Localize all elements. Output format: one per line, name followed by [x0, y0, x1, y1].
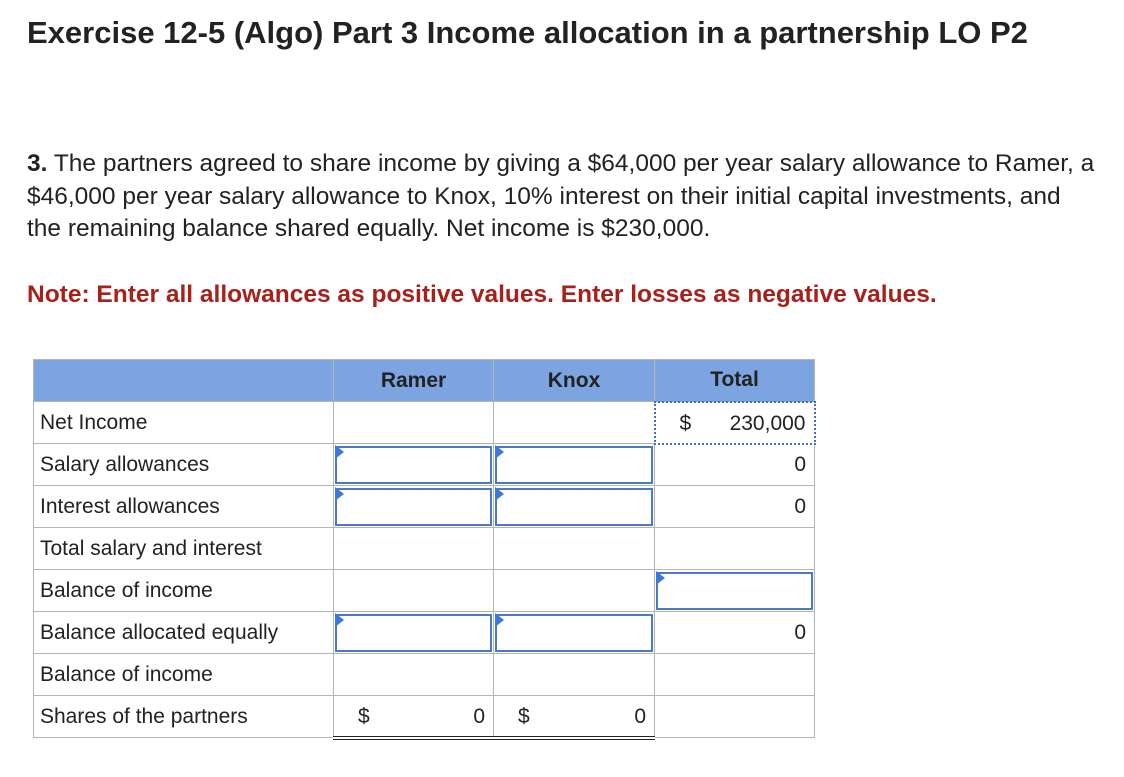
- table-row-shares: [34, 696, 815, 738]
- question-text: [27, 148, 1097, 246]
- table-header-row: [34, 360, 815, 402]
- knox-allocated-cell: [494, 612, 655, 654]
- knox-share-cell: [494, 696, 655, 738]
- total-remaining-cell: [655, 654, 815, 696]
- ramer-remaining-cell: [334, 654, 494, 696]
- input-flag-icon: [656, 571, 665, 585]
- input-flag-icon: [495, 445, 504, 459]
- total-salary-value: 0: [655, 444, 815, 486]
- table-row-salary-allowances: [34, 444, 815, 486]
- ramer-salary-cell: [334, 444, 494, 486]
- currency-symbol: $: [358, 705, 370, 728]
- ramer-interest-input[interactable]: [335, 488, 492, 526]
- input-flag-icon: [335, 613, 344, 627]
- input-flag-icon: [335, 445, 344, 459]
- table-row-interest-allowances: [34, 486, 815, 528]
- currency-symbol: $: [518, 705, 530, 728]
- row-label: Balance allocated equally: [34, 612, 334, 654]
- knox-share-value: 0: [634, 705, 646, 728]
- ramer-share-value: 0: [473, 705, 485, 728]
- row-label: Salary allowances: [34, 444, 334, 486]
- row-label: Shares of the partners: [34, 696, 334, 738]
- ramer-allocated-cell: [334, 612, 494, 654]
- ramer-total-salary-interest-cell: [334, 528, 494, 570]
- total-salary-interest-cell: [655, 528, 815, 570]
- knox-allocated-input[interactable]: [495, 614, 653, 652]
- knox-interest-input[interactable]: [495, 488, 653, 526]
- total-share-cell: [655, 696, 815, 738]
- instruction-note: Note: Enter all allowances as positive values. Enter losses as negative values.: [27, 281, 937, 308]
- table-row-balance-of-income-remaining: [34, 654, 815, 696]
- knox-interest-cell: [494, 486, 655, 528]
- ramer-net-income-cell: [334, 402, 494, 444]
- ramer-salary-input[interactable]: [335, 446, 492, 484]
- row-label: Balance of income: [34, 654, 334, 696]
- ramer-share-cell: [334, 696, 494, 738]
- knox-salary-input[interactable]: [495, 446, 653, 484]
- row-label: Total salary and interest: [34, 528, 334, 570]
- table-row-total-salary-interest: [34, 528, 815, 570]
- table-row-net-income: [34, 402, 815, 444]
- header-knox: Knox: [494, 360, 655, 402]
- input-flag-icon: [335, 487, 344, 501]
- question-body: The partners agreed to share income by giving a $64,000 per year salary allowance to Ramer, a $46,000 per year salary allowance to Knox, 10% interest on their initial capital investments, and the remaining balance shared equally. Net income is $230,000.: [27, 150, 1095, 242]
- input-flag-icon: [495, 613, 504, 627]
- row-label: Interest allowances: [34, 486, 334, 528]
- currency-symbol: $: [679, 411, 692, 435]
- knox-salary-cell: [494, 444, 655, 486]
- table-row-balance-allocated: [34, 612, 815, 654]
- row-label: Balance of income: [34, 570, 334, 612]
- total-allocated-value: 0: [655, 612, 815, 654]
- header-blank: [34, 360, 334, 402]
- knox-net-income-cell: [494, 402, 655, 444]
- total-net-income-value: 230,000: [729, 411, 806, 435]
- total-balance-cell: [655, 570, 815, 612]
- total-net-income-cell: [655, 402, 815, 444]
- header-ramer: Ramer: [334, 360, 494, 402]
- knox-total-salary-interest-cell: [494, 528, 655, 570]
- total-balance-input[interactable]: [656, 572, 813, 610]
- ramer-interest-cell: [334, 486, 494, 528]
- knox-remaining-cell: [494, 654, 655, 696]
- ramer-balance-cell: [334, 570, 494, 612]
- row-label: Net Income: [34, 402, 334, 444]
- input-flag-icon: [495, 487, 504, 501]
- table-row-balance-of-income: [34, 570, 815, 612]
- total-interest-value: 0: [655, 486, 815, 528]
- header-total: Total: [655, 360, 815, 402]
- exercise-title: Exercise 12-5 (Algo) Part 3 Income allocation in a partnership LO P2: [27, 15, 1028, 50]
- knox-balance-cell: [494, 570, 655, 612]
- income-allocation-table: [33, 359, 816, 740]
- ramer-allocated-input[interactable]: [335, 614, 492, 652]
- question-number: 3.: [27, 150, 48, 177]
